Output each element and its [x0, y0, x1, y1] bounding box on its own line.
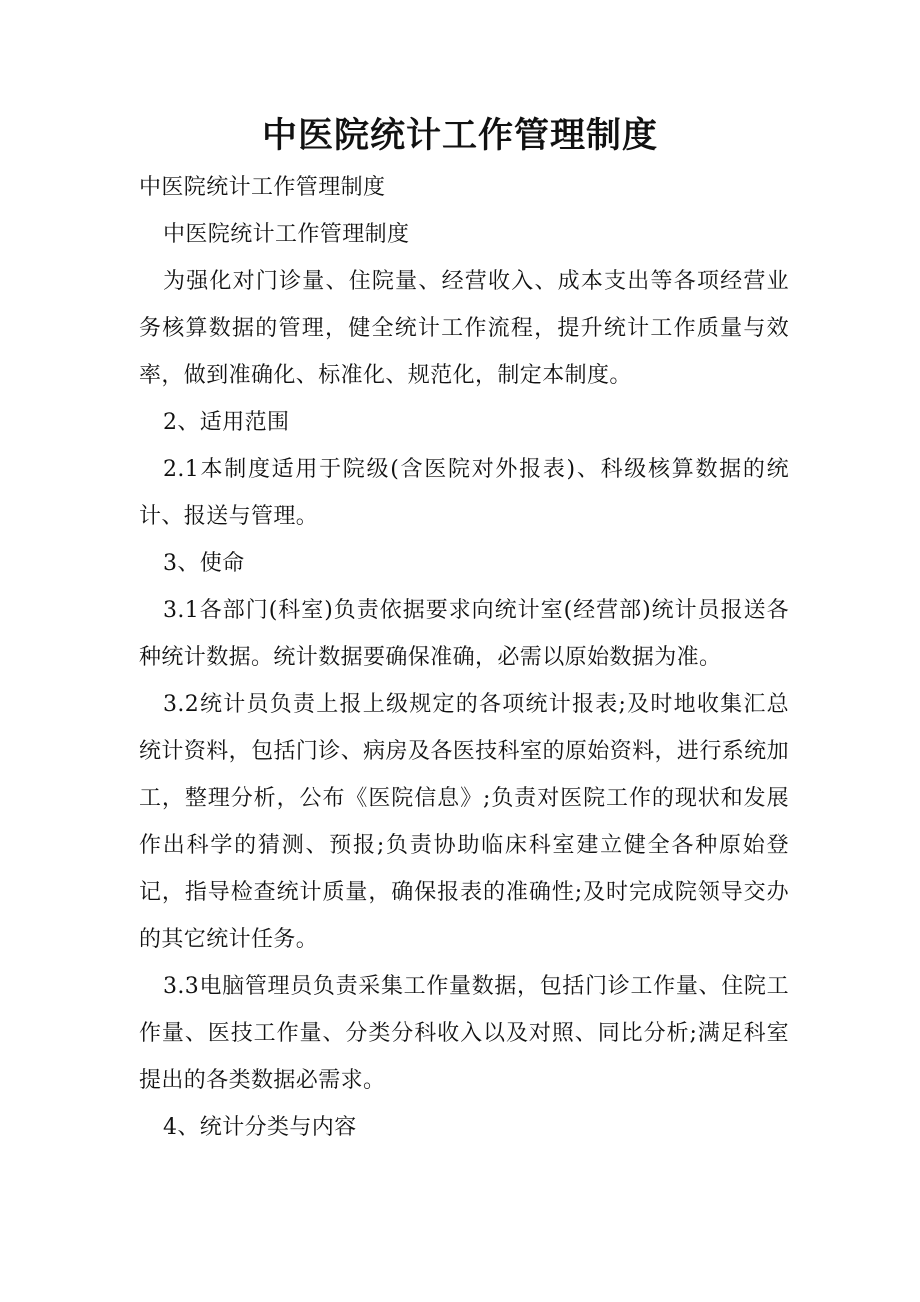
mission-paragraph-2: 3.2统计员负责上报上级规定的各项统计报表;及时地收集汇总统计资料，包括门诊、病房及各医技科室的原始资料，进行系统加工，整理分析，公布《医院信息》;负责对医院工作的现状和发展作出科学的猜测、预报;负责协助临床科室建立健全各种原始登记，指导检查统计质量，确保报表的准确性;及时完成院领导交办的其它统计任务。	[139, 692, 789, 952]
section-heading-mission: 3、使命	[163, 551, 245, 576]
scope-paragraph: 2.1本制度适用于院级(含医院对外报表)、科级核算数据的统计、报送与管理。	[139, 457, 789, 529]
heading-paragraph: 中医院统计工作管理制度	[163, 222, 410, 247]
section-heading-classification: 4、统计分类与内容	[163, 1115, 357, 1140]
purpose-paragraph: 为强化对门诊量、住院量、经营收入、成本支出等各项经营业务核算数据的管理，健全统计工作流程，提升统计工作质量与效率，做到准确化、标准化、规范化，制定本制度。	[139, 269, 789, 388]
mission-paragraph-1: 3.1各部门(科室)负责依据要求向统计室(经营部)统计员报送各种统计数据。统计数据要确保准确，必需以原始数据为准。	[139, 598, 789, 670]
mission-paragraph-3: 3.3电脑管理员负责采集工作量数据，包括门诊工作量、住院工作量、医技工作量、分类分科收入以及对照、同比分析;满足科室提出的各类数据必需求。	[139, 974, 789, 1093]
section-heading-scope: 2、适用范围	[163, 410, 290, 435]
document-body	[139, 164, 789, 1151]
document-title: 中医院统计工作管理制度	[261, 115, 658, 156]
subtitle-paragraph: 中医院统计工作管理制度	[139, 175, 386, 200]
